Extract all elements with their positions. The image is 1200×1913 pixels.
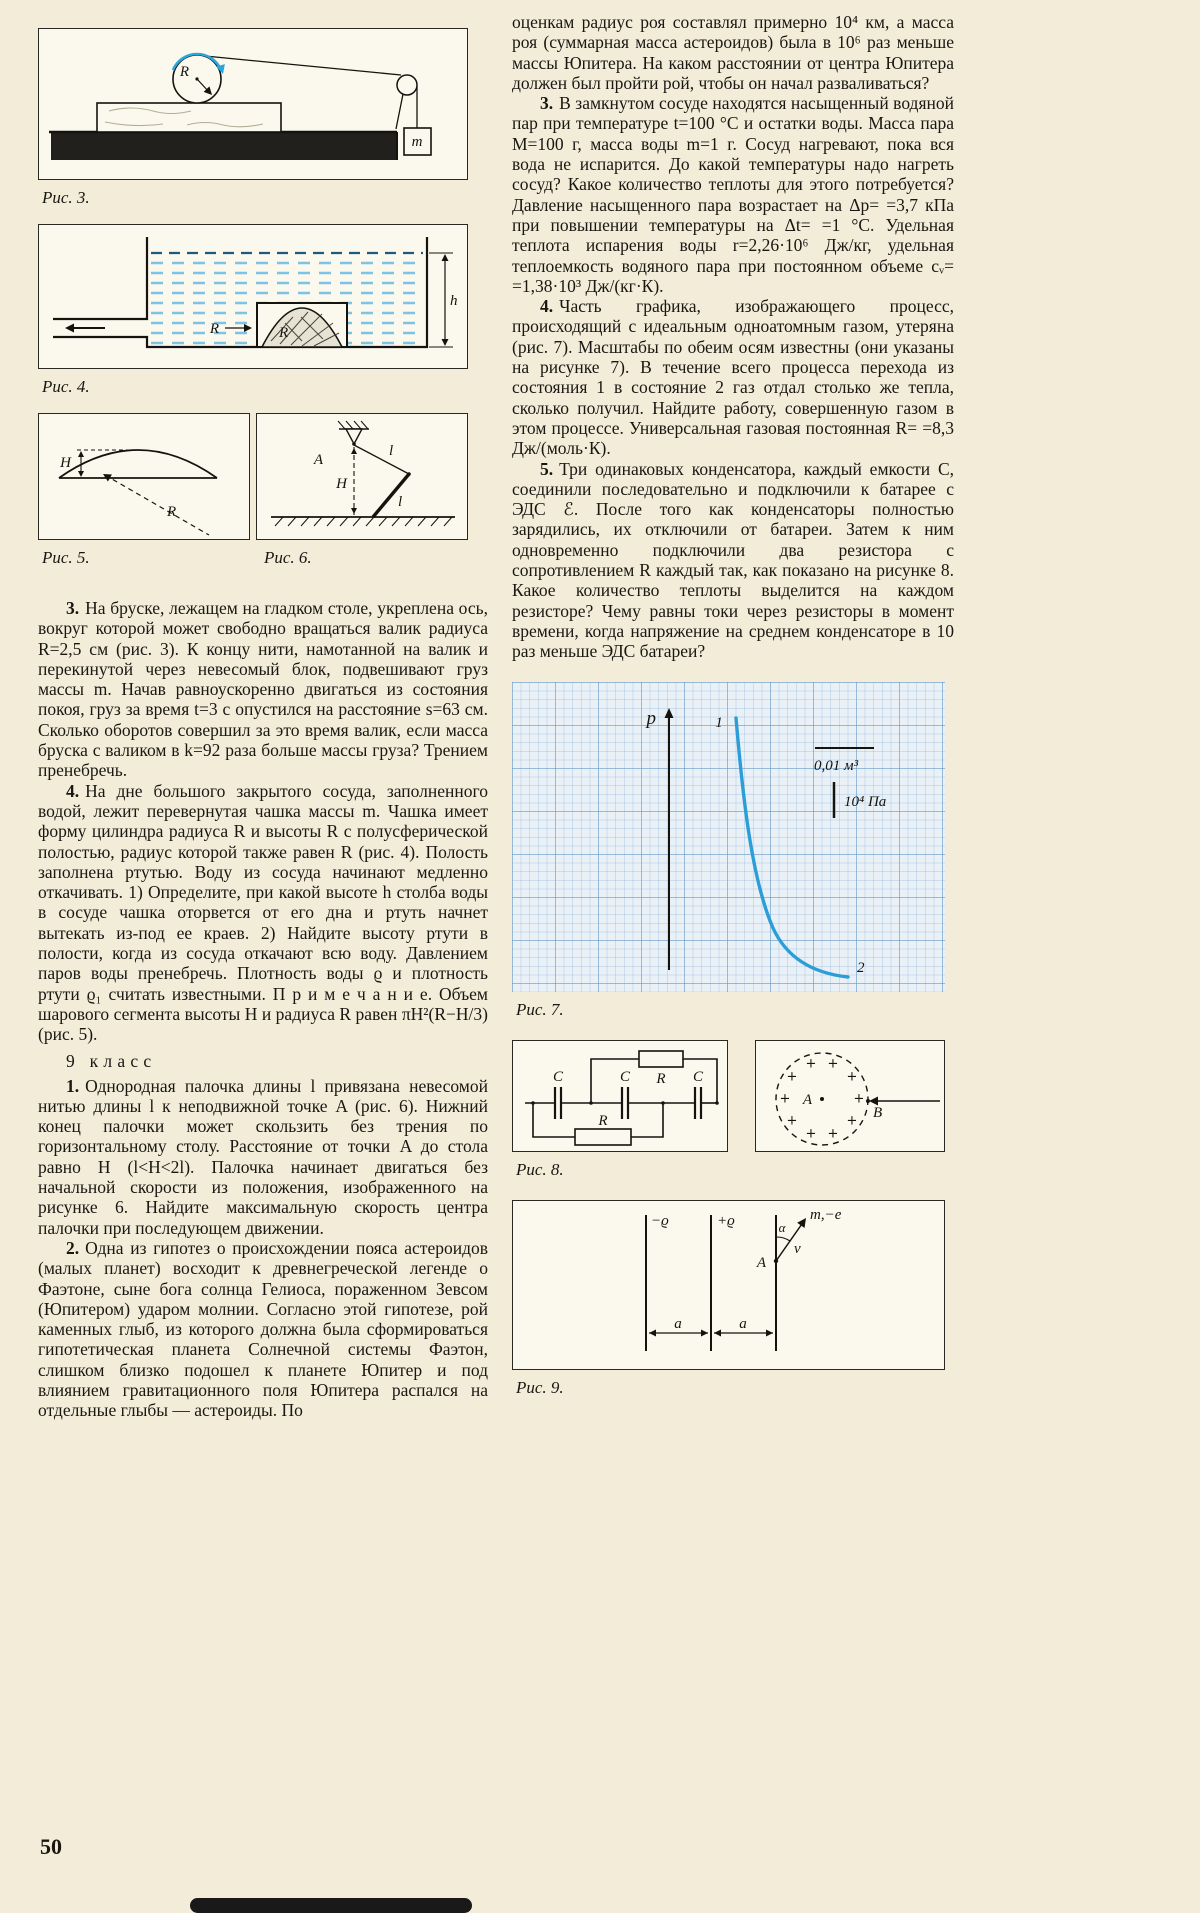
angle-arc [776, 1236, 790, 1240]
segment-radius-label: R [167, 504, 177, 520]
problem-number: 5. [540, 458, 554, 479]
distance-a-left-label: a [674, 1315, 682, 1332]
capacitor-3-label: C [692, 1068, 704, 1085]
right-column [512, 12, 954, 1414]
problem-4-left [38, 781, 488, 1045]
problem-text: Три одинаковых конденсатора, каждый емкости C, соединили последовательно и подключили к батарее с ЭДС ℰ. После того как конденсаторы полностью зарядились, их отключили от батареи. Затем к ним одновременно подключили два резистора с сопротивлением R каждый так, как показано на рисунке 8. Какое количество теплоты выделится на каждом резисторе? Чему равны токи через резисторы в момент времени, когда напряжение на среднем конденсаторе в 10 раз меньше ЭДС батареи? [512, 458, 954, 662]
radius-line [105, 475, 209, 535]
problem-number: 2. [66, 1237, 80, 1258]
figure-3-drawing [38, 28, 468, 180]
figure-3 [38, 28, 488, 208]
problem-1-left [38, 1076, 488, 1238]
problem-text: Однородная палочка длины l привязана невесомой нитью длины l к неподвижной точке A (рис. 6). Нижний конец палочки может скользить без трения по горизонтальному столу. Расстояние от точки A до стола равно H (l<H<2l). Палочка начинает двигаться без начальной скорости из положения, изображенного на рисунке 6. Найдите максимальную скорость центра палочки при последующем движении. [38, 1075, 488, 1238]
plus-charge: + [846, 1069, 858, 1084]
process-curve [736, 718, 848, 977]
figure-5-caption: Рис. 5. [42, 548, 90, 567]
pulley [397, 75, 417, 95]
figure-4 [38, 224, 488, 397]
pressure-scale-label: 10⁴ Па [844, 793, 887, 810]
resistor-top-label: R [656, 1070, 666, 1087]
center-A-label: A [802, 1091, 812, 1108]
plus-charge: + [827, 1056, 839, 1071]
thread-length-label: l [389, 443, 394, 459]
fixed-point-anchor [346, 429, 362, 444]
problem-text: Часть графика, изображающего процесс, происходящий с идеальным одноатомным газом, утеряна (рис. 7). Масштабы по обеим осям известны (они указаны на рисунке 7). В течение всего процесса перехода из состояния 1 в состояние 2 газ отдал столько же тепла, сколько получил. Найдите работу, совершенную газом в этом процессе. Универсальная газовая постоянная R= =8,3 Дж/(моль·К). [512, 296, 954, 459]
page-number: 50 [40, 1834, 62, 1859]
problem-3-right [512, 93, 954, 296]
capacitor-1-label: C [552, 1068, 564, 1085]
resistor-bottom-label: R [598, 1112, 608, 1129]
figure-6 [256, 413, 468, 584]
figure-7-graph [512, 682, 945, 992]
continuation-paragraph: оценкам радиус роя составлял примерно 10⁴ км, а масса роя (суммарная масса астероидов) была в 10⁶ раз меньше массы Юпитера. На каком расстоянии от центра Юпитера должен был пройти рой, чтобы он начал разваливаться? [512, 12, 954, 93]
resistor-top [639, 1051, 683, 1067]
rho-minus-label: −ϱ [651, 1212, 669, 1229]
roller-radius-label: R [179, 64, 189, 80]
problem-text: На бруске, лежащем на гладком столе, укреплена ось, вокруг которой может свободно вращаться валик радиуса R=2,5 см (рис. 3). К концу нити, намотанной на валик и перекинутой через невесомый блок, подвешивают груз массы m. Начав равноускоренно двигаться из состояния покоя, груз за время t=3 с опустился на расстояние s=63 см. Сколько оборотов совершил за это время валик, если масса бруска с валиком в k=92 раза больше массы груза? Трением пренебречь. [38, 598, 488, 781]
problem-4-right [512, 296, 954, 458]
rod-length-label: l [398, 494, 403, 510]
problem-text: В замкнутом сосуде находятся насыщенный водяной пар при температуре t=100 °С и остатки воды. Масса пара M=100 г, масса воды m=1 г. Сосуд нагревают, пока вся вода не испарится. До какой температуры надо нагреть сосуд? Какое количество теплоты для этого потребуется? Давление насыщенного пара возрастает на Δp= =3,7 кПа при повышении температуры на Δt= =1 °С. Удельная теплота испарения воды r=2,26·10⁶ Дж/кг, удельная теплоемкость водяного пара при постоянном объеме cᵥ= =1,38·10³ Дж/(кг·К). [512, 93, 954, 296]
axis-arrowhead [665, 708, 674, 718]
plus-charge: + [827, 1126, 839, 1141]
problem-number: 4. [66, 780, 80, 801]
plus-charge: + [853, 1091, 865, 1106]
figure-8-circuit [512, 1040, 728, 1152]
state-2-label: 2 [857, 959, 865, 976]
figure-9-drawing [512, 1200, 945, 1370]
problem-5-right [512, 459, 954, 662]
figure-8-sphere-svg [756, 1041, 943, 1150]
plus-charge: + [846, 1113, 858, 1128]
figure-9-svg [513, 1201, 943, 1368]
figure-7-caption: Рис. 7. [516, 999, 564, 1019]
particle-label: m,−e [810, 1206, 842, 1223]
figure-6-caption: Рис. 6. [264, 548, 312, 567]
rod [373, 474, 409, 517]
height-label: H [336, 476, 347, 492]
figure-9 [512, 1200, 954, 1398]
point-A-label: A [756, 1254, 766, 1271]
velocity-label: v [794, 1240, 801, 1257]
figure-5 [38, 413, 250, 584]
thread [205, 56, 401, 75]
figure-7 [512, 682, 954, 1020]
plus-charge: + [786, 1069, 798, 1084]
resistor-bottom [575, 1129, 631, 1145]
figure-6-drawing [256, 413, 468, 540]
figure-4-caption: Рис. 4. [42, 377, 90, 396]
problem-text: На дне большого закрытого сосуда, заполненного водой, лежит перевернутая чашка массы m. Чашка имеет форму цилиндра радиуса R и высоты R с полусферической полостью, радиус которой также равен R (рис. 4). Полость заполнена ртутью. Воду из сосуда начинают медленно откачивать. 1) Определите, при какой высоте h столба воды в сосуде чашка оторвется от его дна и ртуть начнет вытекать из-под ее краев. 2) Найдите высоту ртути в полости, когда из сосуда откачают всю воду. Давлением паров воды пренебречь. Плотность воды ϱ и плотность ртути ϱ₁ считать известными. П р и м е ч а н и е. Объем шарового сегмента высоты H и радиуса R равен πH²(R−H/3) (рис. 5). [38, 780, 488, 1045]
volume-scale-label: 0,01 м³ [814, 757, 859, 774]
figure-8-row [512, 1040, 945, 1152]
figure-7-svg [512, 682, 945, 992]
cup-radius-label: R [209, 321, 219, 337]
figure-5-6-row [38, 413, 468, 584]
plus-charge: + [786, 1113, 798, 1128]
figure-8-charged-sphere [755, 1040, 945, 1152]
point-B-label: B [873, 1104, 883, 1121]
grade-9-heading: 9 класс [66, 1050, 157, 1071]
plus-charge: + [805, 1126, 817, 1141]
scan-artifact [190, 1898, 472, 1913]
plus-charge: + [779, 1091, 791, 1106]
block [97, 103, 281, 132]
figure-5-drawing [38, 413, 250, 540]
plus-charge: + [805, 1056, 817, 1071]
water-height-label: h [450, 293, 458, 309]
figure-4-svg [39, 225, 466, 367]
distance-a-right-label: a [739, 1315, 747, 1332]
point-A-label: A [313, 452, 323, 468]
pressure-axis-label: p [646, 707, 656, 729]
left-column [38, 28, 488, 1421]
problem-number: 4. [540, 296, 554, 317]
cavity-radius-label: R [279, 325, 289, 341]
rho-plus-label: +ϱ [717, 1212, 735, 1229]
thread [354, 445, 409, 474]
problem-text: Одна из гипотез о происхождении пояса астероидов (малых планет) восходит к древнегреческой легенде о Фаэтоне, сыне бога солнца Гелиоса, пораженном Зевсом (Юпитером) ударом молнии. Согласно этой гипотезе, рой каменных глыб, из которого должна была сформироваться гипотетическая планета Солнечной системы Фаэтон, слишком близко подошел к планете Юпитер и под влиянием гравитационного поля Юпитера распался на отдельные глыбы — астероиды. По [38, 1237, 488, 1421]
figure-9-caption: Рис. 9. [516, 1377, 564, 1397]
figure-5-svg [39, 414, 248, 538]
pump-out-arrow [65, 324, 74, 333]
figure-3-svg [39, 29, 466, 178]
problem-number: 1. [66, 1075, 80, 1096]
table-ground [51, 132, 397, 160]
segment-height-label: H [60, 455, 71, 471]
figure-8-circuit-svg [513, 1041, 726, 1150]
spherical-segment [59, 450, 217, 478]
figure-6-svg [257, 414, 466, 538]
problem-number: 3. [66, 598, 80, 618]
figure-8-caption: Рис. 8. [516, 1159, 564, 1179]
problem-2-left [38, 1238, 488, 1421]
capacitor-2-label: C [619, 1068, 631, 1085]
figure-8 [512, 1040, 954, 1180]
figure-3-caption: Рис. 3. [42, 188, 90, 207]
figure-4-drawing [38, 224, 468, 369]
state-1-label: 1 [715, 714, 723, 731]
problem-number: 3. [540, 93, 554, 114]
problem-3-left [38, 598, 488, 781]
weight-mass-label: m [411, 134, 423, 150]
alpha-label: α [778, 1219, 786, 1235]
